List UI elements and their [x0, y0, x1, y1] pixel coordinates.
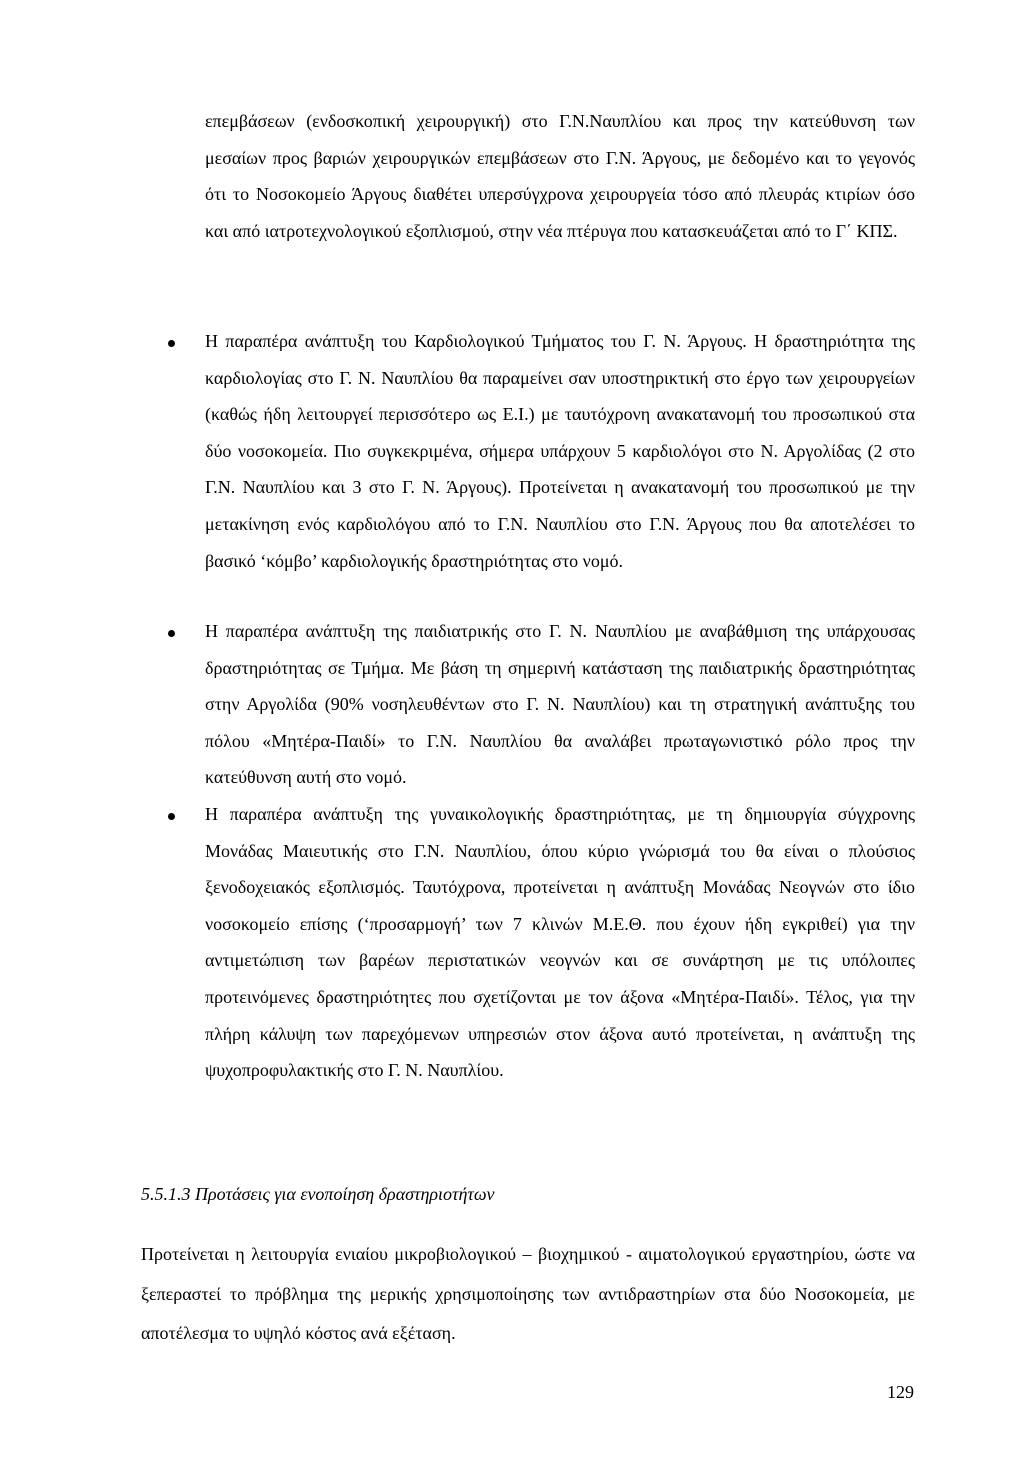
bullet-paragraph-gynecology: Η παραπέρα ανάπτυξη της γυναικολογικής δραστηριότητας, με τη δημιουργία σύγχρονης Μονάδας Μαιευτικής στο Γ.Ν. Ναυπλίου, όπου κύριο γνώρισμά του θα είναι ο πλούσιος ξενοδοχειακός εξοπλισμός. Ταυτόχρονα, προτείνεται η ανάπτυξη Μονάδας Νεογνών στο ίδιο νοσοκομείο επίσης (‘προσαρμογή’ των 7 κλινών Μ.Ε.Θ. που έχουν ήδη εγκριθεί) για την αντιμετώπιση των βαρέων περιστατικών νεογνών και σε συνάρτηση με τις υπόλοιπες προτεινόμενες δραστηριότητες που σχετίζονται με τον άξονα «Μητέρα-Παιδί». Τέλος, για την πλήρη κάλυψη των παρεχόμενων υπηρεσιών στον άξονα αυτό προτείνεται, η ανάπτυξη της ψυχοπροφυλακτικής στο Γ. Ν. Ναυπλίου.: [205, 804, 915, 1081]
bullet-icon: [168, 630, 175, 637]
intro-paragraph: επεμβάσεων (ενδοσκοπική χειρουργική) στο Γ.Ν.Ναυπλίου και προς την κατεύθυνση των μεσαίων προς βαριών χειρουργικών επεμβάσεων στο Γ.Ν. Άργους, με δεδομένο και το γεγονός ότι το Νοσοκομείο Άργους διαθέτει υπερσύγχρονα χειρουργεία τόσο από πλευράς κτιρίων όσο και από ιατροτεχνολογικού εξοπλισμού, στην νέα πτέρυγα που κατασκευάζεται από το Γ΄ ΚΠΣ.: [205, 111, 915, 241]
bullet-paragraph-pediatrics: Η παραπέρα ανάπτυξη της παιδιατρικής στο Γ. Ν. Ναυπλίου με αναβάθμιση της υπάρχουσας δραστηριότητας σε Τμήμα. Με βάση τη σημερινή κατάσταση της παιδιατρικής δραστηριότητας στην Αργολίδα (90% νοσηλευθέντων στο Γ. Ν. Ναυπλίου) και τη στρατηγική ανάπτυξης του πόλου «Μητέρα-Παιδί» το Γ.Ν. Ναυπλίου θα αναλάβει πρωταγωνιστικό ρόλο προς την κατεύθυνση αυτή στο νομό.: [205, 621, 915, 788]
bullet-icon: [168, 340, 175, 347]
bullet-icon: [168, 813, 175, 820]
page-number: 129: [887, 1382, 914, 1402]
section-heading: 5.5.1.3 Προτάσεις για ενοποίηση δραστηριοτήτων: [141, 1184, 495, 1204]
section-paragraph: Προτείνεται η λειτουργία ενιαίου μικροβιολογικού – βιοχημικού - αιματολογικού εργαστηρίου, ώστε να ξεπεραστεί το πρόβλημα της μερικής χρησιμοποίησης των αντιδραστηρίων στα δύο Νοσοκομεία, με αποτέλεσμα το υψηλό κόστος ανά εξέταση.: [141, 1244, 915, 1344]
bullet-paragraph-cardiology: Η παραπέρα ανάπτυξη του Καρδιολογικού Τμήματος του Γ. Ν. Άργους. Η δραστηριότητα της καρδιολογίας στο Γ. Ν. Ναυπλίου θα παραμείνει σαν υποστηρικτική στο έργο των χειρουργείων (καθώς ήδη λειτουργεί περισσότερο ως Ε.Ι.) με ταυτόχρονη ανακατανομή του προσωπικού στα δύο νοσοκομεία. Πιο συγκεκριμένα, σήμερα υπάρχουν 5 καρδιολόγοι στο Ν. Αργολίδας (2 στο Γ.Ν. Ναυπλίου και 3 στο Γ. Ν. Άργους). Προτείνεται η ανακατανομή του προσωπικού με την μετακίνηση ενός καρδιολόγου από το Γ.Ν. Ναυπλίου στο Γ.Ν. Άργους που θα αποτελέσει το βασικό ‘κόμβο’ καρδιολογικής δραστηριότητας στο νομό.: [205, 331, 915, 571]
